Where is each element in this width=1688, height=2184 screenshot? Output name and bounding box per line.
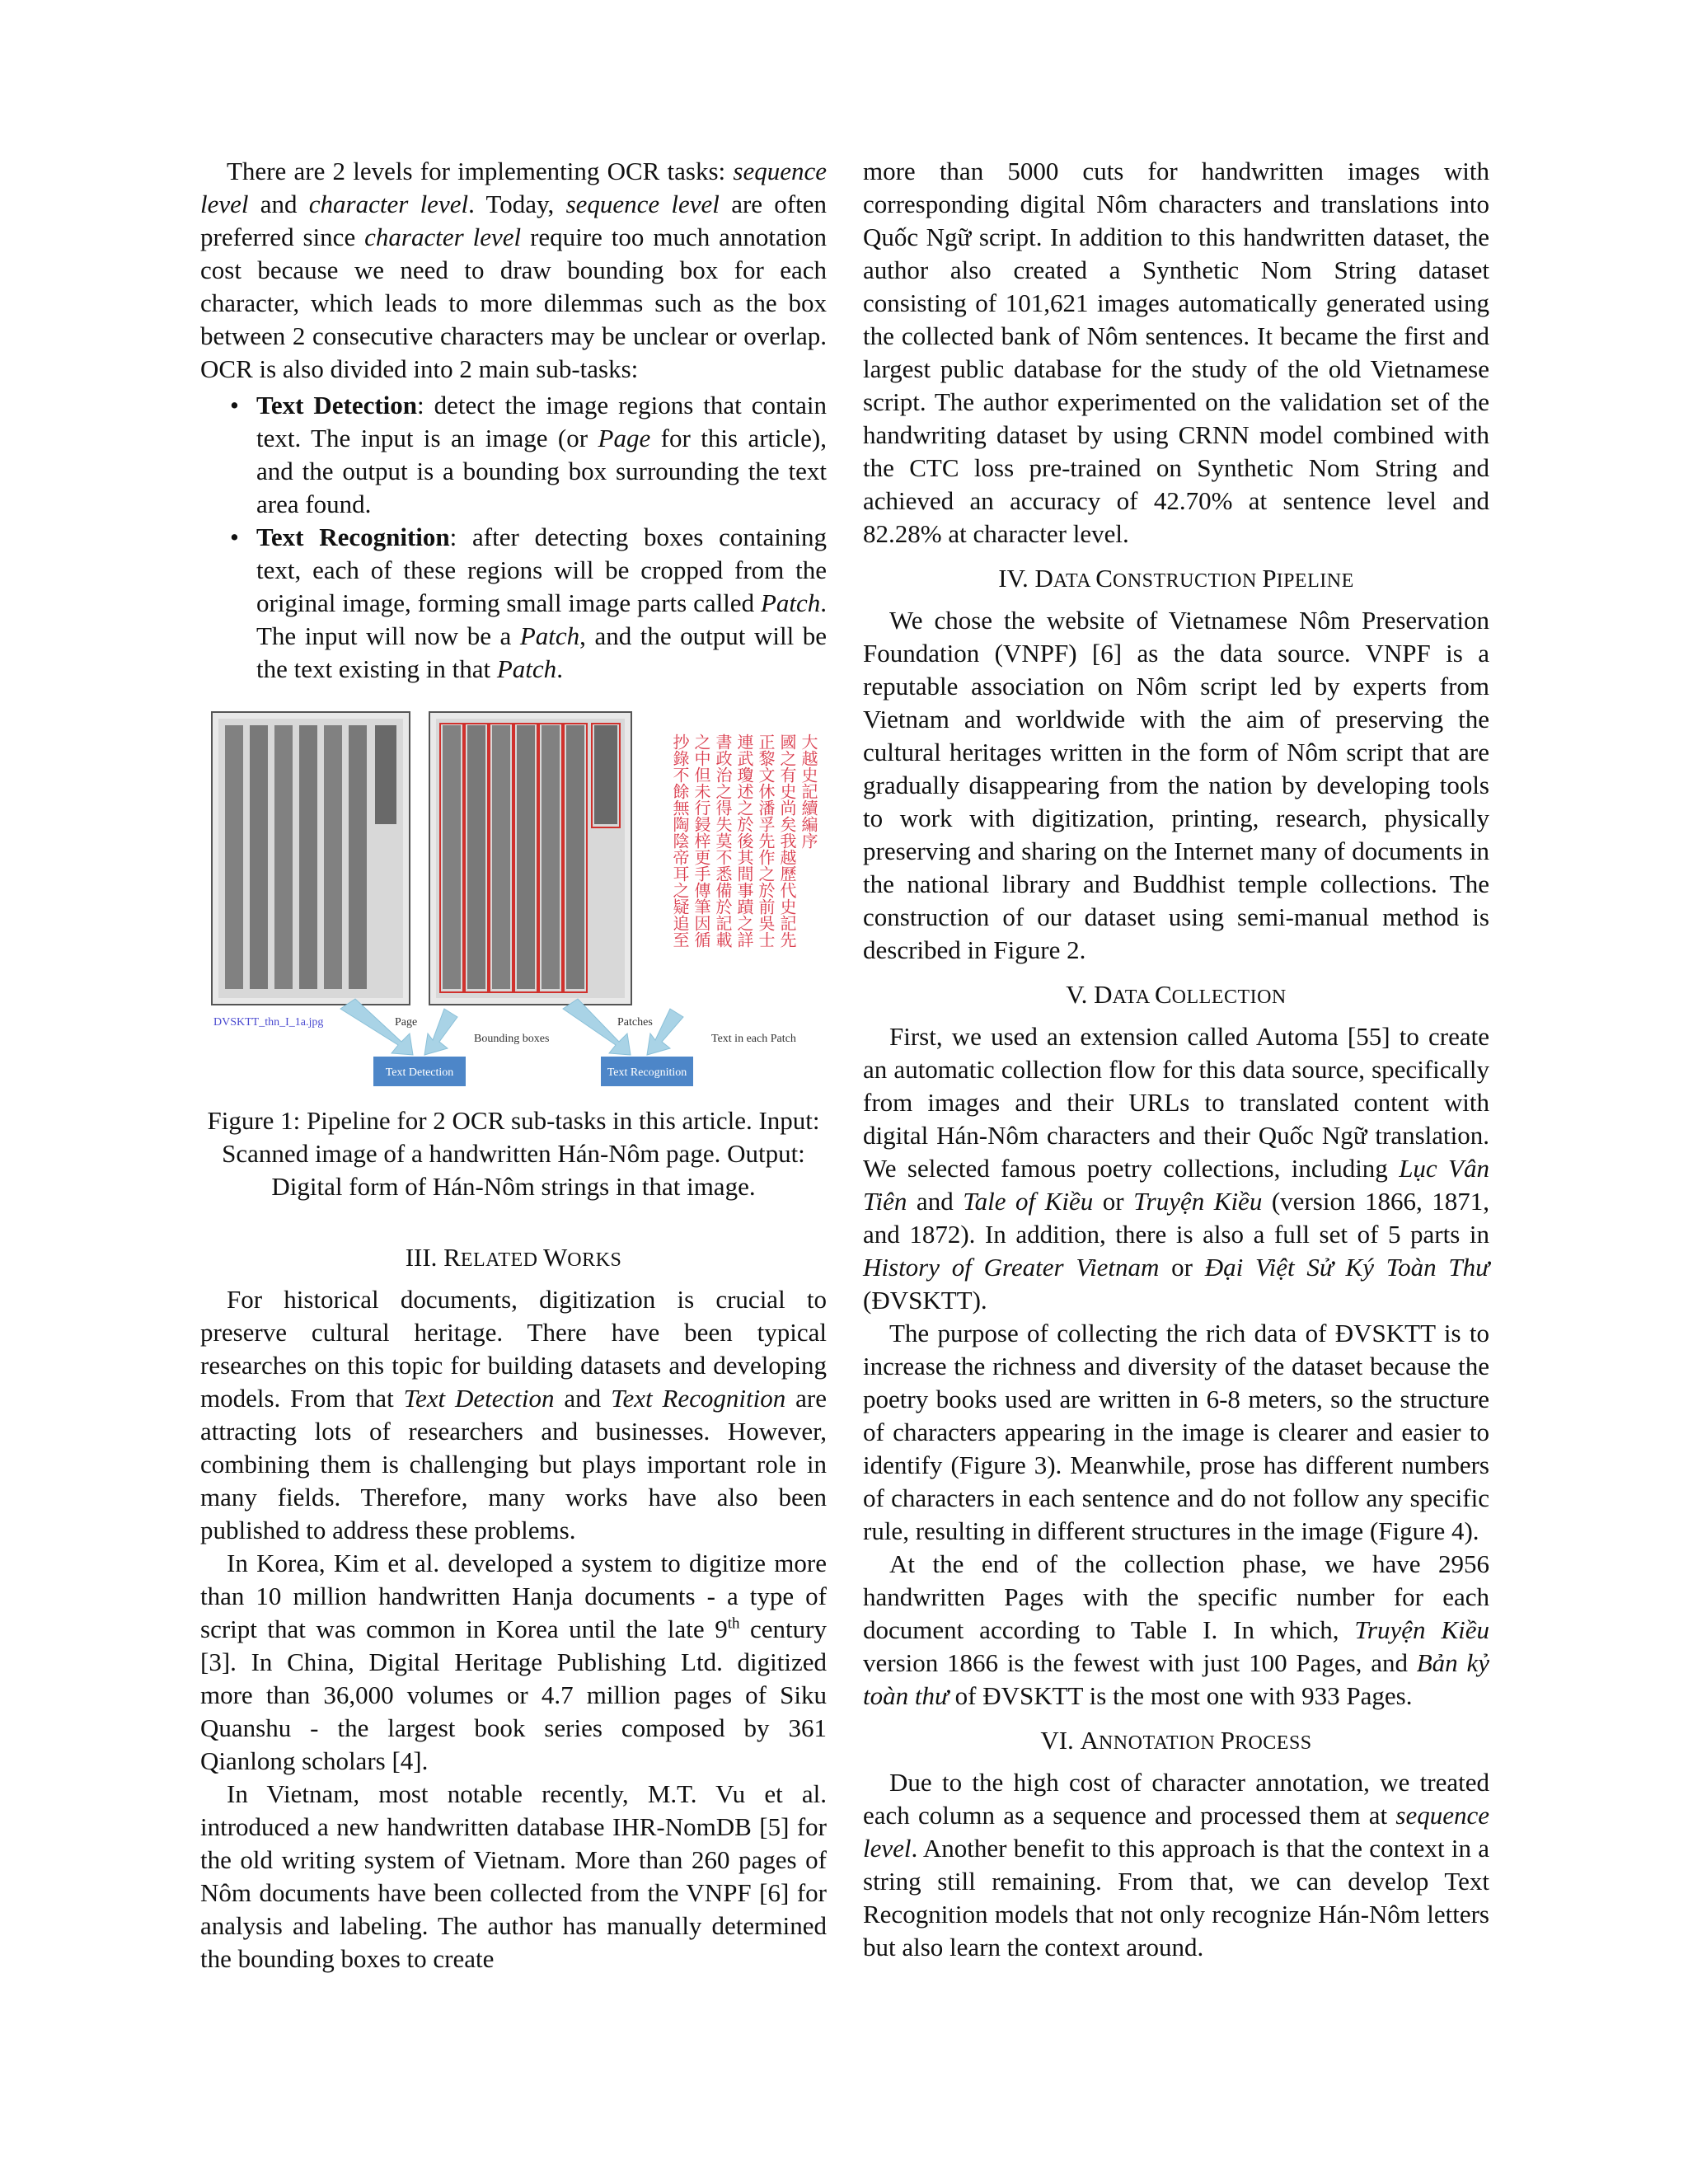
section-5-heading: V. DATA COLLECTION: [1066, 980, 1287, 1009]
figure-1: [200, 710, 827, 1203]
bounding-box-page-image: [429, 712, 631, 1005]
page-label: Page: [395, 1016, 418, 1029]
paragraph-ocr-levels: There are 2 levels for implementing OCR tasks: sequence level and character level. Today, sequence level are often preferred since character level require too much annotation cost because we need to draw bounding box for each character, which leads to more dilemmas such as the box between 2 consecutive characters may be unclear or overlap. OCR is also divided into 2 main sub-tasks:: [200, 157, 827, 383]
arrow-boxes-to-detection: [424, 1009, 457, 1055]
figure-1-caption: Figure 1: Pipeline for 2 OCR sub-tasks in this article. Input: Scanned image of a handwritten Hán-Nôm page. Output: Digital form of Hán-Nôm strings in that image.: [207, 1106, 820, 1201]
subtask-list: [200, 389, 827, 686]
scanned-page-image: [212, 712, 410, 1005]
text-recognition-box-label: Text Recognition: [607, 1066, 687, 1079]
paragraph-related-intro: For historical documents, digitization is crucial to preserve cultural heritage. There have been typical researches on this topic for building datasets and developing models. From that Text Detection and Text Recognition are attracting lots of researchers and businesses. However, combining them is challenging but plays important role in many fields. Therefore, many works have also been published to address these problems.: [200, 1285, 827, 1544]
filename-label: DVSKTT_thn_I_1a.jpg: [213, 1016, 324, 1029]
paragraph-data-source: We chose the website of Vietnamese Nôm Preservation Foundation (VNPF) [6] as the data source. VNPF is a reputable association on Nôm script led by experts from Vietnam and worldwide with the aim of preserving the cultural heritages written in the form of Nôm script that are gradually disappearing from the nation by developing tools to work with digitization, printing, research, physically preserving and sharing on the Internet many of documents in the national library and Buddhist temple collections. The construction of our dataset using semi-manual method is described in Figure 2.: [863, 606, 1489, 964]
nom-column-1: 大越史記續編序: [799, 733, 818, 849]
text-detection-box-label: Text Detection: [385, 1066, 454, 1079]
list-item-text-recognition: • Text Recognition: after detecting boxes containing text, each of these regions will be cropped from the original image, forming small image parts called Patch. The input will now be a Patch, and the output will be the text existing in that Patch.: [256, 521, 827, 686]
list-item-text-detection: • Text Detection: detect the image regions that contain text. The input is an image (or Page for this article), and the output is a bounding box surrounding the text area found.: [256, 389, 827, 521]
bounding-boxes-label: Bounding boxes: [474, 1033, 550, 1045]
patches-label: Patches: [617, 1016, 653, 1029]
nom-column-6: 之中但未行鋟梓更手傳筆因循: [692, 733, 711, 948]
left-column: [200, 155, 827, 1975]
paragraph-nomdb-continued: more than 5000 cuts for handwritten images with corresponding digital Nôm characters and translations into Quốc Ngữ script. In addition to this handwritten dataset, the author also created a Synthetic Nom String dataset consisting of 101,621 images automatically generated using the collected bank of Nôm sentences. It became the first and largest public database for the study of the old Vietnamese script. The author experimented on the validation set of the handwriting dataset by using CRNN model combined with the CTC loss pre-trained on Synthetic Nom String and achieved an accuracy of 42.70% at sentence level and 82.28% at character level.: [863, 157, 1489, 548]
paragraph-dvsktt-purpose: The purpose of collecting the rich data of ĐVSKTT is to increase the richness and diversity of the dataset because the poetry books used are written in 6-8 meters, so the structure of characters appearing in the image is clearer and easier to identify (Figure 3). Meanwhile, prose has different numbers of characters in each sentence and do not follow any specific rule, resulting in different structures in the image (Figure 4).: [863, 1319, 1489, 1545]
nom-column-2: 國之有史尚矣我越歷代史記先: [777, 733, 797, 948]
paragraph-annotation: Due to the high cost of character annotation, we treated each column as a sequence and processed them at sequence level. Another benefit to this approach is that the context in a string still remaining. From that, we can develop Text Recognition models that not only recognize Hán-Nôm letters but also learn the context around.: [863, 1768, 1489, 1961]
nom-column-7: 抄錄不餘無陶陰帝耳之疑追至: [670, 733, 690, 948]
pipeline-diagram: [200, 710, 827, 1090]
section-6-heading: VI. ANNOTATION PROCESS: [1040, 1726, 1312, 1755]
nom-column-3: 正黎文休潘孚先作之於前吳士: [756, 733, 776, 948]
paragraph-automa: First, we used an extension called Automa [55] to create an automatic collection flow for this data source, specifically from images and their URLs to translated content with digital Hán-Nôm characters and their Quốc Ngữ translation. We selected famous poetry collections, including Lục Vân Tiên and Tale of Kiều or Truyện Kiều (version 1866, 1871, and 1872). In addition, there is also a full set of 5 parts in History of Greater Vietnam or Đại Việt Sử Ký Toàn Thư (ĐVSKTT).: [863, 1022, 1490, 1315]
paragraph-korea-china: In Korea, Kim et al. developed a system to digitize more than 10 million handwritten Hanja documents - a type of script that was common in Korea until the late 9th century [3]. In China, Digital Heritage Publishing Ltd. digitized more than 36,000 volumes or 4.7 million pages of Siku Quanshu - the largest book series composed by 361 Qianlong scholars [4].: [200, 1549, 827, 1775]
right-column: [863, 155, 1489, 1964]
recognized-text-columns: [670, 733, 818, 949]
text-in-patch-label: Text in each Patch: [711, 1033, 796, 1045]
section-4-heading: IV. DATA CONSTRUCTION PIPELINE: [998, 564, 1354, 593]
paragraph-vietnam: In Vietnam, most notable recently, M.T. Vu et al. introduced a new handwritten database IHR-NomDB [5] for the old writing system of Vietnam. More than 260 pages of Nôm documents have been collected from the VNPF [6] for analysis and labeling. The author has manually determined the bounding boxes to create: [200, 1779, 827, 1973]
paragraph-collection-result: At the end of the collection phase, we have 2956 handwritten Pages with the specific number for each document according to Table I. In which, Truyện Kiều version 1866 is the fewest with just 100 Pages, and Bản kỷ toàn thư of ĐVSKTT is the most one with 933 Pages.: [863, 1549, 1489, 1710]
nom-column-4: 連武瓊述之於後其間事蹟之詳: [734, 733, 754, 948]
section-3-heading: III. RELATED WORKS: [405, 1243, 622, 1272]
nom-column-5: 書政治之得失莫不悉備於記載: [713, 733, 733, 948]
